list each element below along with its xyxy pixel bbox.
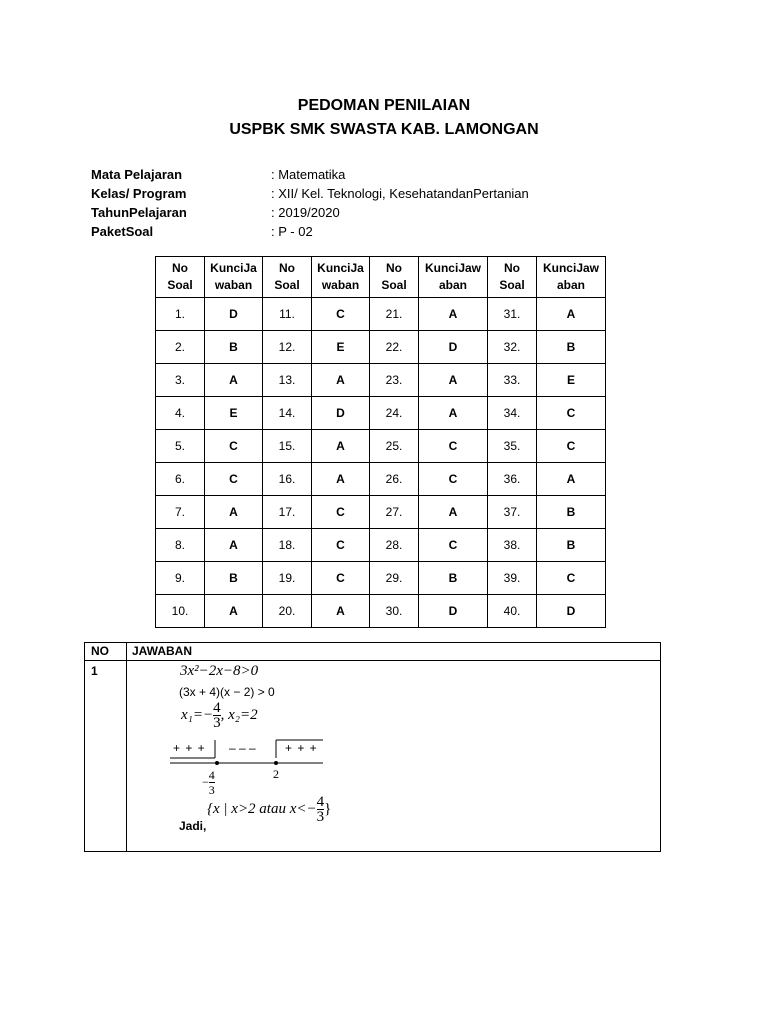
- question-number-cell: 23.: [370, 364, 419, 397]
- question-number-cell: 20.: [263, 595, 312, 628]
- answer-cell: A: [205, 364, 263, 397]
- col-jawaban-label: JAWABAN: [132, 644, 193, 658]
- table-row: [156, 298, 606, 331]
- answer-cell: B: [537, 496, 606, 529]
- meta-value: : P - 02: [271, 224, 313, 239]
- answer-cell: C: [312, 562, 370, 595]
- answer-cell: B: [205, 562, 263, 595]
- question-number-cell: 26.: [370, 463, 419, 496]
- question-number-cell: 35.: [488, 430, 537, 463]
- answer-cell: D: [419, 331, 488, 364]
- sign-positive-left: + + +: [173, 741, 206, 755]
- question-number-cell: 13.: [263, 364, 312, 397]
- meta-value: : XII/ Kel. Teknologi, KesehatandanPertanian: [271, 186, 529, 201]
- answer-cell: A: [537, 298, 606, 331]
- table-row: [156, 529, 606, 562]
- answer-cell: B: [537, 529, 606, 562]
- answer-cell: A: [419, 397, 488, 430]
- meta-row: [91, 184, 529, 203]
- item-number: 1: [91, 664, 98, 678]
- table-row: [156, 364, 606, 397]
- answer-cell: C: [205, 463, 263, 496]
- doc-title: PEDOMAN PENILAIAN: [297, 97, 471, 114]
- question-number-cell: 15.: [263, 430, 312, 463]
- root-fraction: $\frac{4}{3}$: [213, 700, 221, 731]
- answer-cell: A: [205, 529, 263, 562]
- question-number-cell: 33.: [488, 364, 537, 397]
- answer-key-body: [156, 298, 606, 628]
- answer-cell: C: [312, 298, 370, 331]
- table-row: [156, 430, 606, 463]
- question-number-cell: 38.: [488, 529, 537, 562]
- answer-cell: A: [312, 595, 370, 628]
- conclusion-label: Jadi,: [179, 819, 207, 833]
- meta-row: [91, 222, 529, 241]
- root-x2: , x₂=2: [220, 707, 258, 723]
- question-number-cell: 5.: [156, 430, 205, 463]
- answer-cell: A: [312, 364, 370, 397]
- meta-row: [91, 165, 529, 184]
- answer-cell: C: [419, 430, 488, 463]
- answer-cell: D: [312, 397, 370, 430]
- meta-label: TahunPelajaran: [91, 205, 187, 220]
- question-number-cell: 19.: [263, 562, 312, 595]
- sign-positive-right: + + +: [285, 741, 318, 755]
- meta-label: Mata Pelajaran: [91, 167, 183, 182]
- equation-factored: (3x + 4)(x − 2) > 0: [179, 685, 275, 699]
- solution-set: {x | x>2 atau x<− $\frac{4}{3}$ }: [207, 794, 332, 825]
- answer-cell: E: [537, 364, 606, 397]
- answer-cell: A: [419, 364, 488, 397]
- question-number-cell: 8.: [156, 529, 205, 562]
- question-number-cell: 14.: [263, 397, 312, 430]
- question-number-cell: 25.: [370, 430, 419, 463]
- question-number-cell: 10.: [156, 595, 205, 628]
- col-header-answer: KunciJa waban: [205, 257, 263, 298]
- answer-cell: C: [419, 463, 488, 496]
- meta-value: : 2019/2020: [271, 205, 340, 220]
- question-number-cell: 36.: [488, 463, 537, 496]
- answer-section: [84, 642, 661, 852]
- answer-key-table: [155, 256, 606, 628]
- question-number-cell: 6.: [156, 463, 205, 496]
- table-row: [156, 331, 606, 364]
- col-header-no: No Soal: [156, 257, 205, 298]
- question-number-cell: 2.: [156, 331, 205, 364]
- question-number-cell: 34.: [488, 397, 537, 430]
- table-row: [156, 562, 606, 595]
- equation-inequality: 3x²−2x−8>0: [180, 663, 259, 679]
- question-number-cell: 32.: [488, 331, 537, 364]
- answer-cell: C: [537, 562, 606, 595]
- answer-cell: A: [419, 298, 488, 331]
- meta-row: [91, 203, 529, 222]
- table-row: [156, 496, 606, 529]
- question-number-cell: 30.: [370, 595, 419, 628]
- answer-cell: A: [419, 496, 488, 529]
- question-number-cell: 22.: [370, 331, 419, 364]
- answer-cell: C: [537, 397, 606, 430]
- col-header-answer: KunciJaw aban: [537, 257, 606, 298]
- col-header-no: No Soal: [370, 257, 419, 298]
- answer-cell: A: [205, 595, 263, 628]
- answer-cell: C: [205, 430, 263, 463]
- answer-cell: A: [312, 463, 370, 496]
- point-label-minus-four-thirds: − $\frac{4}{3}$: [202, 768, 215, 797]
- answer-cell: B: [205, 331, 263, 364]
- point-label-two: 2: [273, 767, 279, 781]
- set-fraction: $\frac{4}{3}$: [316, 794, 325, 825]
- question-number-cell: 31.: [488, 298, 537, 331]
- sign-negative-middle: – – –: [229, 741, 256, 755]
- question-number-cell: 18.: [263, 529, 312, 562]
- meta-label: PaketSoal: [91, 224, 154, 239]
- question-number-cell: 37.: [488, 496, 537, 529]
- answer-cell: D: [419, 595, 488, 628]
- answer-cell: C: [537, 430, 606, 463]
- col-header-no: No Soal: [263, 257, 312, 298]
- table-row: [156, 595, 606, 628]
- table-row: [156, 397, 606, 430]
- answer-cell: C: [312, 496, 370, 529]
- question-number-cell: 4.: [156, 397, 205, 430]
- answer-cell: C: [312, 529, 370, 562]
- question-number-cell: 24.: [370, 397, 419, 430]
- point-fraction: $\frac{4}{3}$: [208, 768, 215, 797]
- question-number-cell: 39.: [488, 562, 537, 595]
- answer-cell: A: [205, 496, 263, 529]
- answer-cell: A: [537, 463, 606, 496]
- question-number-cell: 9.: [156, 562, 205, 595]
- number-line: [165, 738, 330, 768]
- answer-cell: E: [312, 331, 370, 364]
- answer-cell: A: [312, 430, 370, 463]
- question-number-cell: 7.: [156, 496, 205, 529]
- question-number-cell: 21.: [370, 298, 419, 331]
- col-header-no: No Soal: [488, 257, 537, 298]
- doc-subtitle: USPBK SMK SWASTA KAB. LAMONGAN: [229, 121, 539, 138]
- root-x1: x₁=−: [181, 707, 214, 723]
- answer-cell: C: [419, 529, 488, 562]
- answer-cell: B: [537, 331, 606, 364]
- question-number-cell: 28.: [370, 529, 419, 562]
- meta-block: [91, 165, 529, 241]
- question-number-cell: 11.: [263, 298, 312, 331]
- question-number-cell: 29.: [370, 562, 419, 595]
- question-number-cell: 16.: [263, 463, 312, 496]
- meta-value: : Matematika: [271, 167, 346, 182]
- answer-cell: D: [537, 595, 606, 628]
- question-number-cell: 1.: [156, 298, 205, 331]
- col-header-answer: KunciJa waban: [312, 257, 370, 298]
- answer-key-header-row: [156, 257, 606, 298]
- answer-cell: D: [205, 298, 263, 331]
- column-divider: [126, 643, 127, 851]
- question-number-cell: 40.: [488, 595, 537, 628]
- meta-label: Kelas/ Program: [91, 186, 187, 201]
- answer-cell: B: [419, 562, 488, 595]
- col-no-label: NO: [91, 644, 109, 658]
- question-number-cell: 3.: [156, 364, 205, 397]
- question-number-cell: 12.: [263, 331, 312, 364]
- question-number-cell: 17.: [263, 496, 312, 529]
- question-number-cell: 27.: [370, 496, 419, 529]
- col-header-answer: KunciJaw aban: [419, 257, 488, 298]
- answer-cell: E: [205, 397, 263, 430]
- table-row: [156, 463, 606, 496]
- equation-roots: [181, 701, 258, 730]
